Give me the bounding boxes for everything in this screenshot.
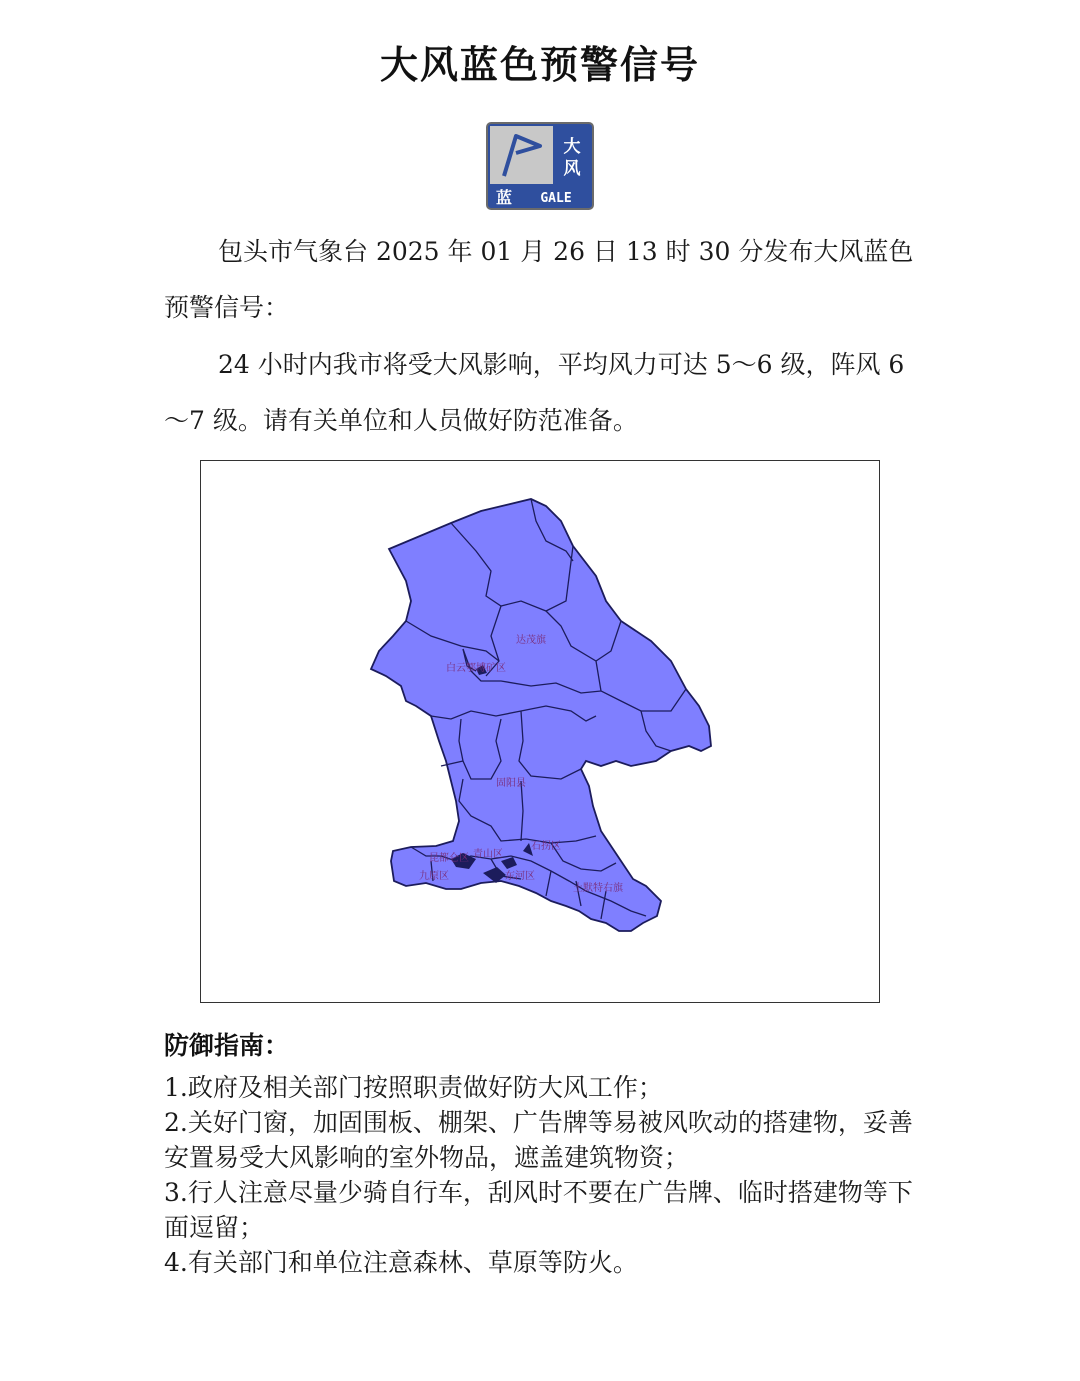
map-label: 固阳县 <box>496 778 526 789</box>
signal-char-2: 风 <box>563 159 581 179</box>
map-label: 土默特右旗 <box>573 883 623 894</box>
map-label: 白云鄂博矿区 <box>446 663 506 674</box>
map-label: 东河区 <box>505 871 535 882</box>
signal-english: GALE <box>540 191 572 206</box>
map-svg <box>201 461 880 1003</box>
signal-char-1: 大 <box>563 137 581 157</box>
guide-item: 2.关好门窗，加固围板、棚架、广告牌等易被风吹动的搭建物，妥善安置易受大风影响的室外物品，遮盖建筑物资； <box>164 1108 913 1172</box>
defense-guide-list <box>164 1070 924 1280</box>
gale-blue-warning-icon <box>486 122 594 210</box>
map-label: 昆都仑区 <box>429 853 469 864</box>
guide-item: 4.有关部门和单位注意森林、草原等防火。 <box>164 1248 638 1277</box>
page-title: 大风蓝色预警信号 <box>379 43 700 87</box>
signal-level-char: 蓝 <box>495 188 513 207</box>
forecast-paragraph: 24 小时内我市将受大风影响，平均风力可达 5～6 级，阵风 6～7 级。请有关单位和人员做好防范准备。 <box>164 350 905 435</box>
guide-item: 3.行人注意尽量少骑自行车，刮风时不要在广告牌、临时搭建物等下面逗留； <box>164 1178 913 1242</box>
guide-item: 1.政府及相关部门按照职责做好防大风工作； <box>164 1073 663 1102</box>
map-label: 石拐区 <box>531 841 561 852</box>
announcement-paragraph: 包头市气象台 2025 年 01 月 26 日 13 时 30 分发布大风蓝色预警信号： <box>164 237 914 322</box>
map-label: 达茂旗 <box>516 635 546 646</box>
map-label: 青山区 <box>473 849 503 860</box>
warning-area-map <box>200 460 880 1003</box>
map-label: 九原区 <box>419 871 449 882</box>
defense-guide-title: 防御指南： <box>164 1031 290 1060</box>
